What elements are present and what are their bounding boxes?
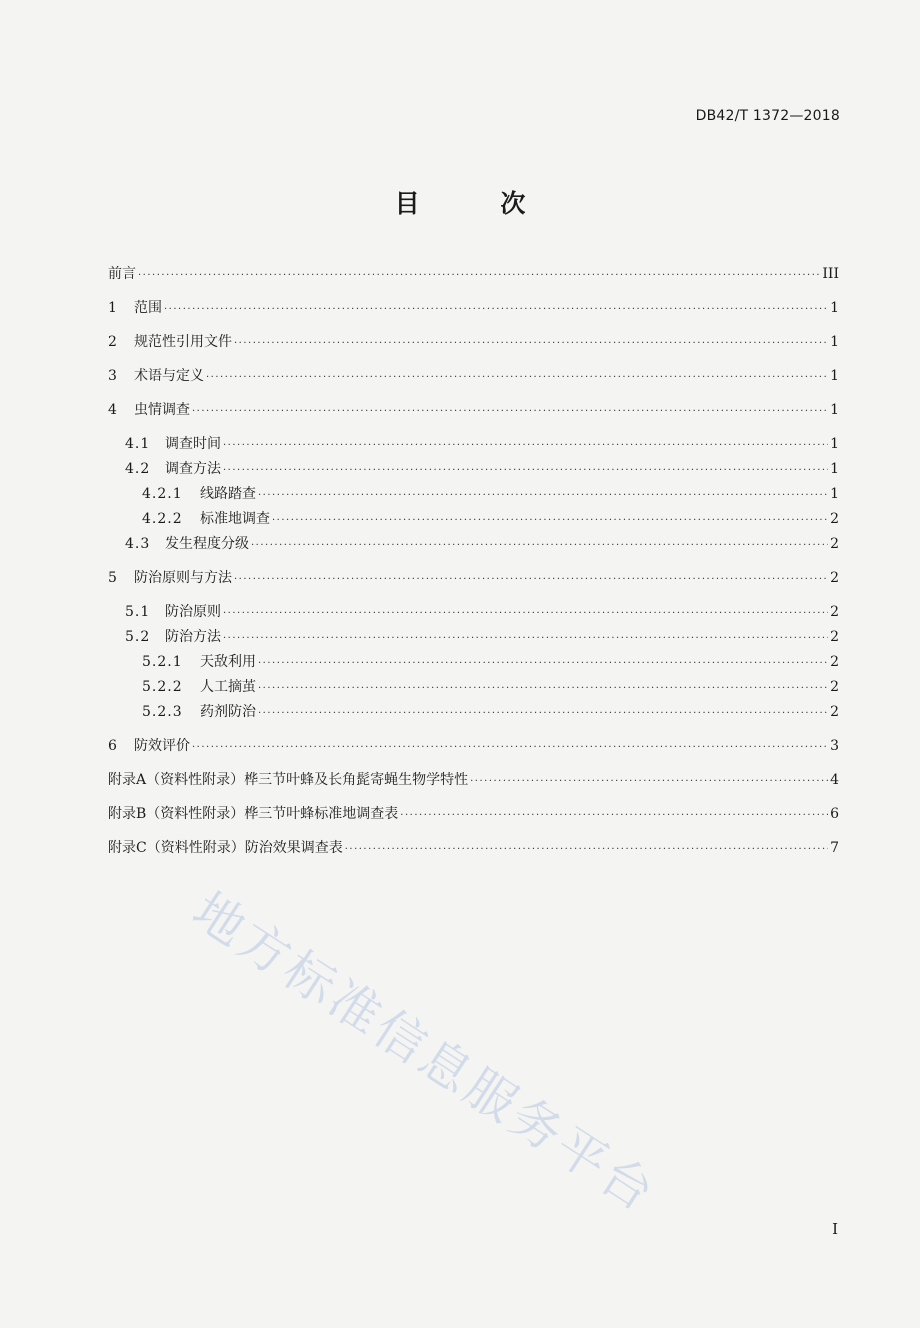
dot-leader	[258, 708, 828, 719]
toc-entry-number: 4.1	[125, 436, 151, 452]
toc-entry-page: 7	[830, 840, 839, 856]
toc-entry-number: 5.2	[125, 629, 151, 645]
toc-entry[interactable]	[108, 508, 839, 532]
toc-entry-page: 2	[830, 679, 839, 695]
toc-entry-label: 防治原则与方法	[134, 570, 232, 586]
toc-entry-label: 防治方法	[165, 629, 221, 645]
toc-entry-page: 3	[830, 738, 839, 754]
toc-entry[interactable]	[108, 533, 839, 557]
toc-entry[interactable]	[108, 701, 839, 725]
toc-entry[interactable]	[108, 735, 839, 759]
dot-leader	[164, 304, 828, 315]
toc-entry-page: 1	[830, 300, 839, 316]
toc-entry-number: 4.2	[125, 461, 151, 477]
toc-entry-label: 调查方法	[165, 461, 221, 477]
dot-leader	[258, 658, 828, 669]
toc-entry[interactable]	[108, 626, 839, 650]
toc-entry-page: 2	[830, 604, 839, 620]
dot-leader	[272, 515, 828, 526]
toc-entry-label: 天敌利用	[200, 654, 256, 670]
toc-entry[interactable]	[108, 458, 839, 482]
toc-entry-number: 4.2.2	[142, 511, 183, 527]
toc-entry-page: 1	[830, 402, 839, 418]
dot-leader	[138, 270, 820, 281]
toc-entry-number: 4.2.1	[142, 486, 183, 502]
page-number: I	[832, 1220, 838, 1238]
toc-entry-number: 5	[108, 570, 118, 586]
toc-entry-label: 附录C（资料性附录）防治效果调查表	[108, 840, 343, 856]
toc-entry[interactable]	[108, 483, 839, 507]
toc-entry-page: 2	[830, 511, 839, 527]
toc-entry[interactable]	[108, 331, 839, 355]
toc-entry-label: 调查时间	[165, 436, 221, 452]
toc-entry-label: 防治原则	[165, 604, 221, 620]
toc-entry-page: 1	[830, 461, 839, 477]
toc-entry-number: 1	[108, 300, 118, 316]
dot-leader	[234, 338, 828, 349]
document-code: DB42/T 1372—2018	[695, 108, 840, 124]
dot-leader	[251, 540, 828, 551]
toc-entry-page: 2	[830, 570, 839, 586]
toc-entry-page: 2	[830, 629, 839, 645]
toc-entry-appendix-b[interactable]	[108, 803, 839, 827]
toc-entry-number: 4	[108, 402, 118, 418]
dot-leader	[206, 372, 828, 383]
toc-entry[interactable]	[108, 433, 839, 457]
toc-entry-page: 2	[830, 654, 839, 670]
watermark: 地方标准信息服务平台	[182, 881, 667, 1224]
toc-entry-page: 4	[830, 772, 839, 788]
page-title: 目 次	[394, 189, 562, 218]
toc-entry-page: 2	[830, 704, 839, 720]
toc-entry-number: 5.2.2	[142, 679, 183, 695]
toc-entry-appendix-c[interactable]	[108, 837, 839, 861]
toc-entry-label: 附录A（资料性附录）桦三节叶蜂及长角髭寄蝇生物学特性	[108, 772, 469, 788]
toc-entry-number: 2	[108, 334, 118, 350]
toc-entry-label: 术语与定义	[134, 368, 204, 384]
dot-leader	[400, 810, 828, 821]
toc-entry-number: 3	[108, 368, 118, 384]
toc-entry[interactable]	[108, 567, 839, 591]
toc-entry-page: 1	[830, 486, 839, 502]
dot-leader	[258, 490, 828, 501]
toc-entry-number: 4.3	[125, 536, 151, 552]
toc-entry[interactable]	[108, 676, 839, 700]
toc-entry-label: 线路踏查	[200, 486, 256, 502]
dot-leader	[192, 742, 828, 753]
toc-entry-label: 规范性引用文件	[134, 334, 232, 350]
toc-entry-page: 6	[830, 806, 839, 822]
toc-entry[interactable]	[108, 601, 839, 625]
dot-leader	[470, 776, 828, 787]
toc-entry-label: 防效评价	[134, 738, 190, 754]
toc-entry-page: 1	[830, 368, 839, 384]
toc-entry-page: 1	[830, 334, 839, 350]
toc-entry-appendix-a[interactable]	[108, 769, 839, 793]
table-of-contents	[108, 263, 839, 861]
toc-entry[interactable]	[108, 399, 839, 423]
toc-entry-foreword[interactable]	[108, 263, 839, 287]
toc-entry[interactable]	[108, 365, 839, 389]
toc-entry-label: 前言	[108, 266, 136, 282]
toc-entry-page: 1	[830, 436, 839, 452]
toc-entry-page: 2	[830, 536, 839, 552]
dot-leader	[192, 406, 828, 417]
toc-entry-label: 范围	[134, 300, 162, 316]
toc-entry-label: 标准地调查	[200, 511, 270, 527]
toc-entry-number: 5.1	[125, 604, 151, 620]
toc-entry-number: 5.2.3	[142, 704, 183, 720]
dot-leader	[345, 844, 828, 855]
toc-entry[interactable]	[108, 651, 839, 675]
toc-entry-number: 6	[108, 738, 118, 754]
toc-entry-page: III	[822, 266, 839, 282]
dot-leader	[258, 683, 828, 694]
dot-leader	[223, 465, 828, 476]
toc-entry-label: 发生程度分级	[165, 536, 249, 552]
toc-entry-label: 虫情调查	[134, 402, 190, 418]
toc-entry-label: 附录B（资料性附录）桦三节叶蜂标准地调查表	[108, 806, 399, 822]
dot-leader	[223, 608, 828, 619]
dot-leader	[223, 440, 828, 451]
dot-leader	[234, 574, 828, 585]
dot-leader	[223, 633, 828, 644]
toc-entry-label: 人工摘茧	[200, 679, 256, 695]
toc-entry-label: 药剂防治	[200, 704, 256, 720]
toc-entry[interactable]	[108, 297, 839, 321]
toc-entry-number: 5.2.1	[142, 654, 183, 670]
